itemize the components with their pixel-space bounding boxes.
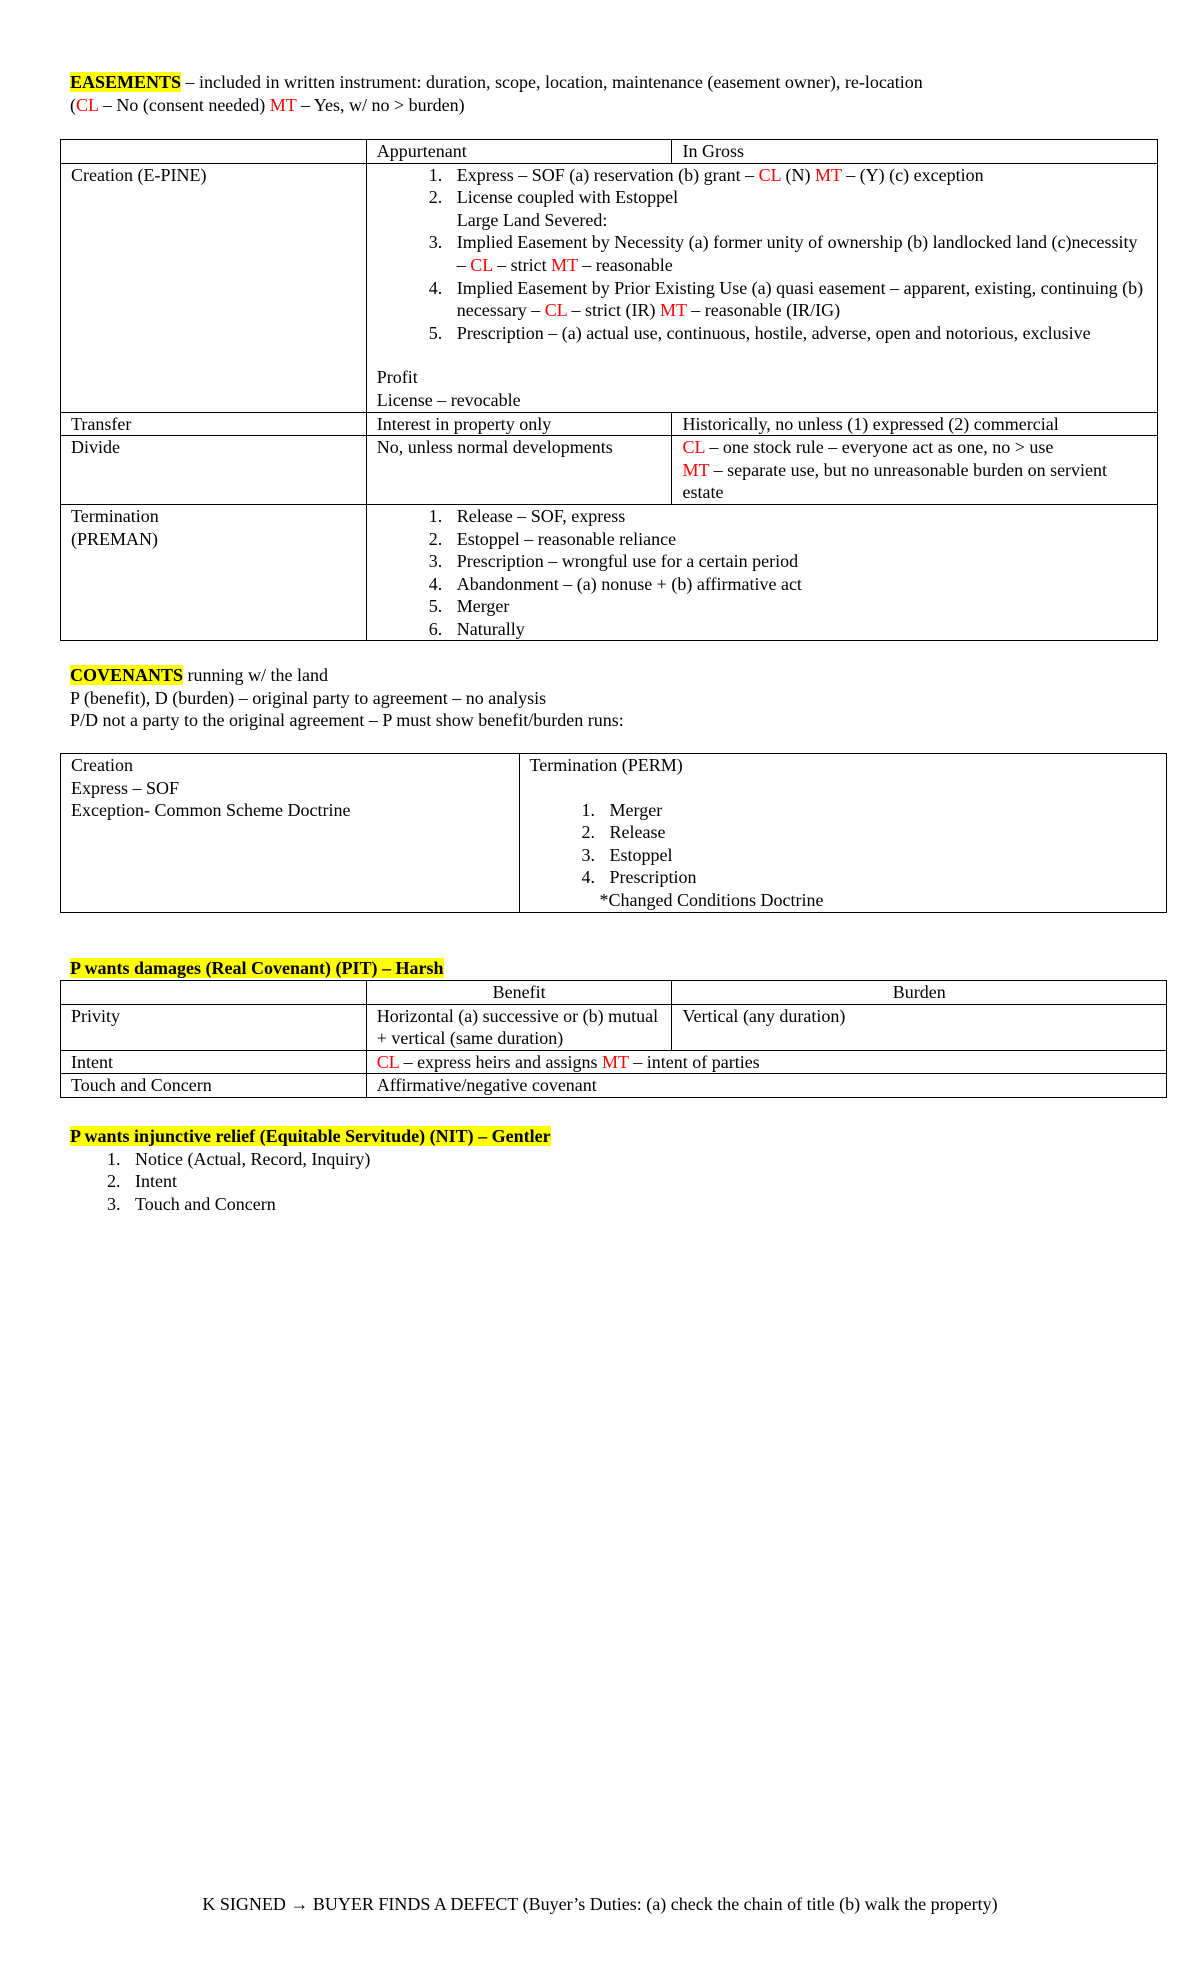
transfer-label: Transfer xyxy=(61,412,367,436)
divide-appurtenant: No, unless normal developments xyxy=(366,436,672,505)
covenants-heading: COVENANTS xyxy=(70,665,184,685)
covenants-intro: COVENANTS running w/ the land P (benefit), D (burden) – original party to agreement – no analysis P/D not a party to the original agreement – P must show benefit/burden runs: xyxy=(70,665,624,731)
divide-label: Divide xyxy=(61,436,367,505)
damages-table xyxy=(60,980,1167,1098)
privity-benefit: Horizontal (a) successive or (b) mutual + vertical (same duration) xyxy=(366,1004,672,1050)
termination-label: Termination (PREMAN) xyxy=(61,504,367,641)
damages-heading: P wants damages (Real Covenant) (PIT) – Harsh xyxy=(70,958,444,978)
creation-label: Creation (E-PINE) xyxy=(61,163,367,412)
transfer-in-gross: Historically, no unless (1) expressed (2) commercial xyxy=(672,412,1158,436)
list-item: 1. Merger xyxy=(600,799,1156,822)
easements-heading: EASEMENTS xyxy=(70,72,182,92)
arrow-right-icon: → xyxy=(290,1894,309,1914)
page-footer: K SIGNED → BUYER FINDS A DEFECT (Buyer’s Duties: (a) check the chain of title (b) walk the property) xyxy=(202,1894,998,1914)
touch-label: Touch and Concern xyxy=(61,1074,367,1098)
termination-content xyxy=(366,504,1157,641)
transfer-appurtenant: Interest in property only xyxy=(366,412,672,436)
list-item: 3. Touch and Concern xyxy=(125,1193,1130,1216)
profit: Profit xyxy=(376,367,418,388)
col-in-gross: In Gross xyxy=(672,140,1158,164)
privity-label: Privity xyxy=(61,1004,367,1050)
col-benefit: Benefit xyxy=(366,981,672,1005)
list-item: 2. License coupled with Estoppel Large Land Severed: xyxy=(447,186,1147,231)
list-item: 2. Estoppel – reasonable reliance xyxy=(447,528,1147,551)
injunctive-block xyxy=(70,1125,1130,1215)
covenants-table xyxy=(60,753,1167,913)
list-item: 2. Release xyxy=(600,821,1156,844)
list-item: 4. Prescription xyxy=(600,866,1156,889)
list-item: 1. Release – SOF, express xyxy=(447,505,1147,528)
list-item: 1. Express – SOF (a) reservation (b) grant – CL (N) MT – (Y) (c) exception xyxy=(447,164,1147,187)
list-item: 5. Merger xyxy=(447,595,1147,618)
covenants-termination: Termination (PERM) 1. Merger 2. Release 3. Estoppel 4. Prescription *Changed Conditions Doctrine xyxy=(519,754,1166,913)
divide-in-gross: CL – one stock rule – everyone act as one, no > use MT – separate use, but no unreasonable burden on servient estate xyxy=(672,436,1158,505)
list-item: 3. Implied Easement by Necessity (a) former unity of ownership (b) landlocked land (c)necessity – CL – strict MT – reasonable xyxy=(447,231,1147,276)
col-appurtenant: Appurtenant xyxy=(366,140,672,164)
list-item: 1. Notice (Actual, Record, Inquiry) xyxy=(125,1148,1130,1171)
list-item: 2. Intent xyxy=(125,1170,1130,1193)
intent-value: CL – express heirs and assigns MT – intent of parties xyxy=(366,1050,1166,1074)
list-item: 4. Implied Easement by Prior Existing Use (a) quasi easement – apparent, existing, continuing (b) necessary – CL – strict (IR) MT – reasonable (IR/IG) xyxy=(447,277,1147,322)
easements-intro: EASEMENTS – included in written instrument: duration, scope, location, maintenance (easement owner), re-location (CL – No (consent needed) MT – Yes, w/ no > burden) xyxy=(70,72,923,115)
col-burden: Burden xyxy=(672,981,1167,1005)
injunctive-heading: P wants injunctive relief (Equitable Servitude) (NIT) – Gentler xyxy=(70,1126,551,1146)
creation-content xyxy=(366,163,1157,412)
list-item: 6. Naturally xyxy=(447,618,1147,641)
list-item: 4. Abandonment – (a) nonuse + (b) affirmative act xyxy=(447,573,1147,596)
easements-table xyxy=(60,139,1158,641)
list-item: 3. Estoppel xyxy=(600,844,1156,867)
privity-burden: Vertical (any duration) xyxy=(672,1004,1167,1050)
list-item: 3. Prescription – wrongful use for a certain period xyxy=(447,550,1147,573)
damages-heading-block xyxy=(70,957,444,980)
intent-label: Intent xyxy=(61,1050,367,1074)
touch-value: Affirmative/negative covenant xyxy=(366,1074,1166,1098)
license: License – revocable xyxy=(376,389,521,410)
list-item: 5. Prescription – (a) actual use, continuous, hostile, adverse, open and notorious, exclusive xyxy=(447,322,1147,345)
covenants-creation: Creation Express – SOF Exception- Common Scheme Doctrine xyxy=(61,754,520,913)
